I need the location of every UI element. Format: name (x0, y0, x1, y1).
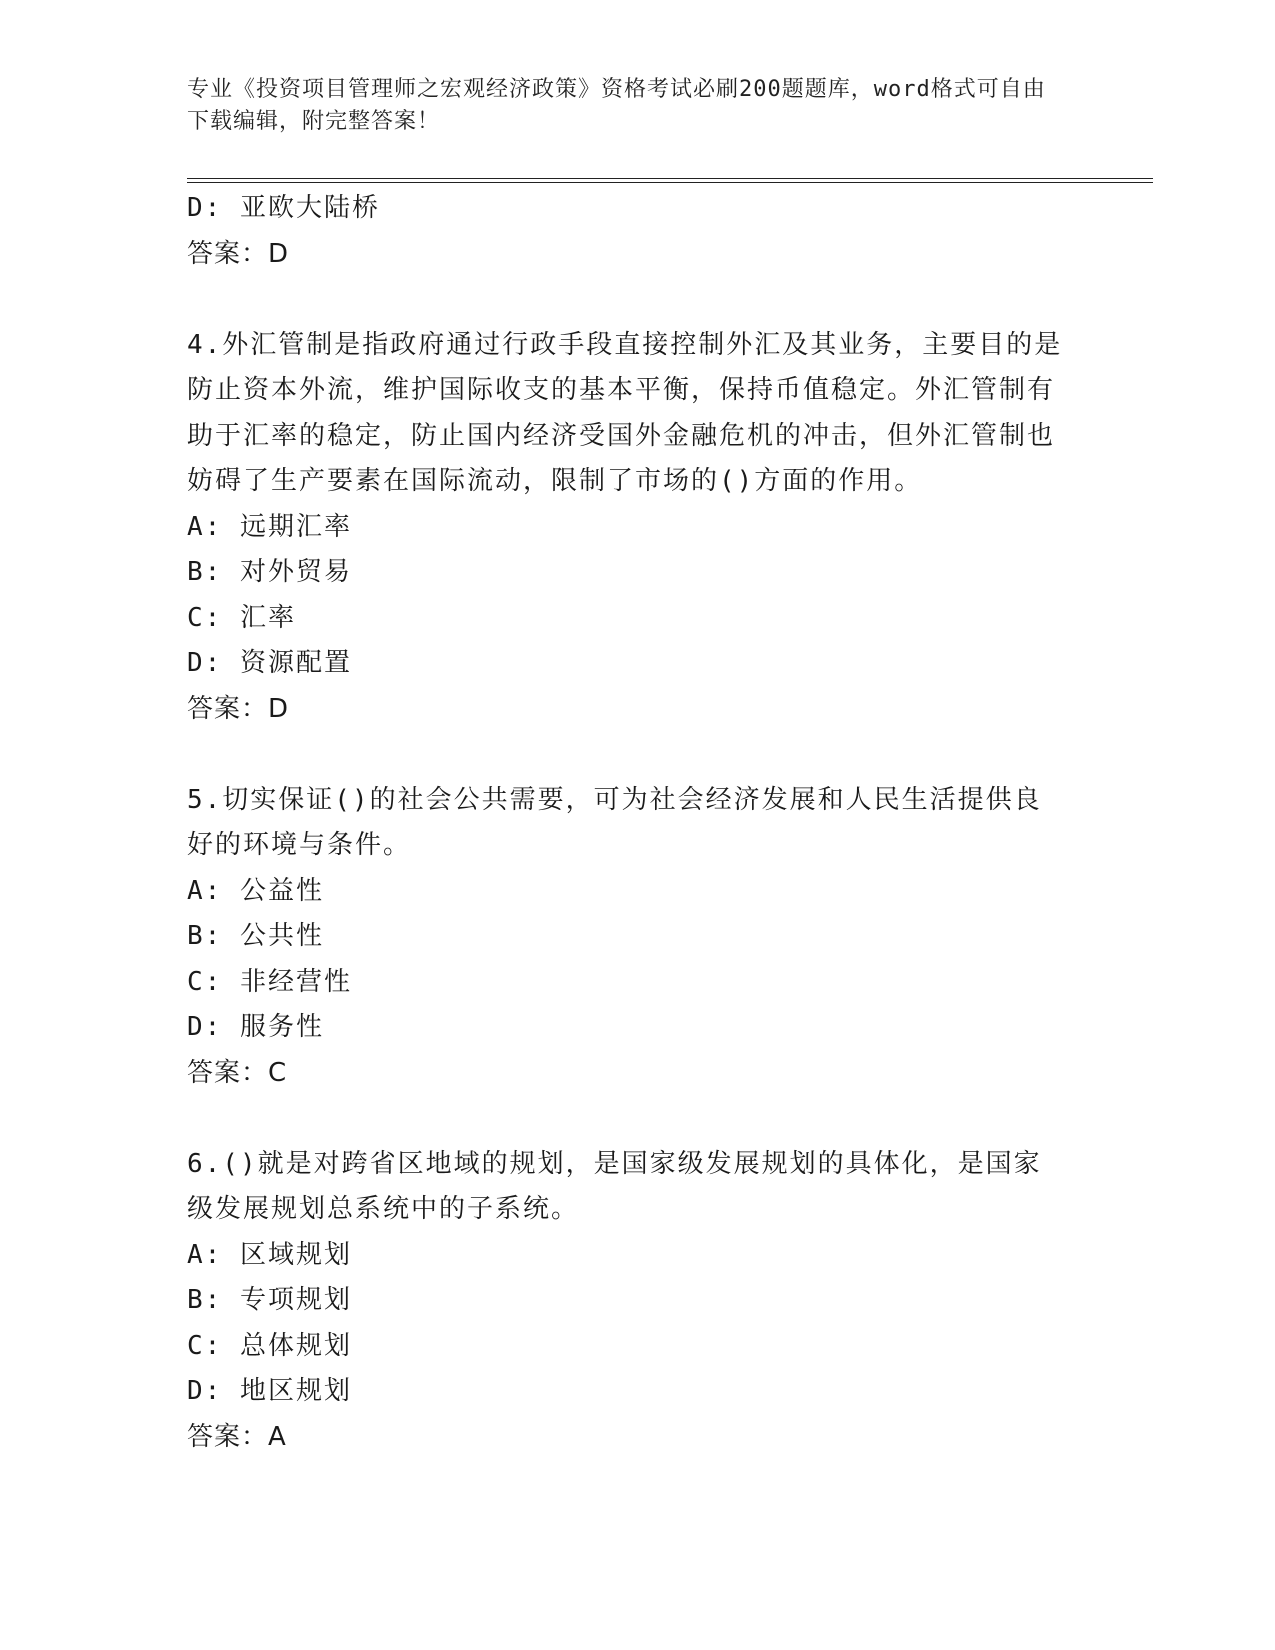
header-double-rule (187, 178, 1153, 183)
spacer (187, 277, 1067, 323)
answer: 答案：D (187, 693, 290, 724)
option-b: B: 专项规划 (187, 1285, 352, 1315)
answer-continued: 答案：D (187, 238, 290, 269)
spacer (187, 1096, 1067, 1142)
option-c: C: 非经营性 (187, 966, 352, 997)
question-stem: 6.()就是对跨省区地域的规划，是国家级发展规划的具体化，是国家级发展规划总系统中的子系统。 (187, 1148, 1042, 1224)
option-d: D: 地区规划 (187, 1376, 352, 1406)
option-d: D: 服务性 (187, 1012, 324, 1042)
answer: 答案：C (187, 1057, 288, 1088)
question-stem: 4.外汇管制是指政府通过行政手段直接控制外汇及其业务，主要目的是防止资本外流，维护国际收支的基本平衡，保持币值稳定。外汇管制有助于汇率的稳定，防止国内经济受国外金融危机的冲击，但外汇管制也妨碍了生产要素在国际流动，限制了市场的()方面的作用。 (187, 329, 1063, 496)
question-4 (187, 323, 1067, 733)
option-c: C: 汇率 (187, 602, 296, 633)
question-content (187, 186, 1067, 1460)
question-6 (187, 1142, 1067, 1461)
option-d-continued: D: 亚欧大陆桥 (187, 193, 380, 223)
page-header: 专业《投资项目管理师之宏观经济政策》资格考试必刷200题题库，word格式可自由下载编辑，附完整答案！ (187, 77, 1046, 134)
option-a: A: 公益性 (187, 875, 324, 906)
question-5 (187, 778, 1067, 1097)
option-a: A: 远期汇率 (187, 511, 352, 542)
question-stem: 5.切实保证()的社会公共需要，可为社会经济发展和人民生活提供良好的环境与条件。 (187, 784, 1042, 860)
option-d: D: 资源配置 (187, 648, 352, 678)
answer: 答案：A (187, 1421, 287, 1452)
option-a: A: 区域规划 (187, 1239, 352, 1270)
option-b: B: 公共性 (187, 921, 324, 951)
option-b: B: 对外贸易 (187, 557, 352, 587)
spacer (187, 732, 1067, 778)
option-c: C: 总体规划 (187, 1330, 352, 1361)
